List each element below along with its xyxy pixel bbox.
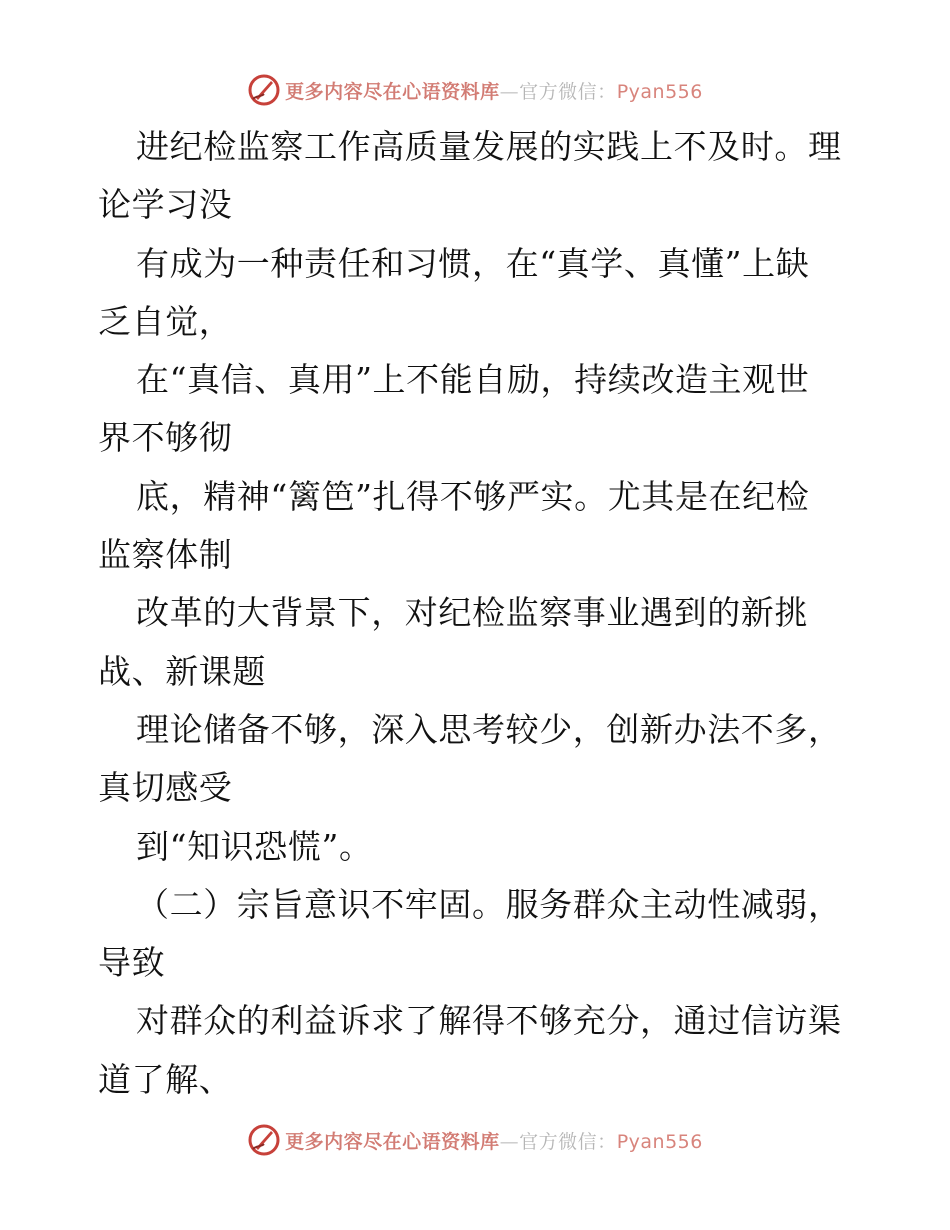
- banner-wechat-id: Pyan556: [616, 80, 703, 103]
- document-body: [98, 118, 868, 1109]
- banner-sub-text: 官方微信：: [519, 80, 617, 103]
- banner-dash: —: [499, 80, 520, 103]
- text-line: 理论储备不够，深入思考较少，创新办法不多，: [136, 709, 842, 749]
- text-line: 在“真信、真用”上不能自励，持续改造主观世: [136, 360, 810, 400]
- banner-main-text: 更多内容尽在心语资料库: [285, 1130, 500, 1153]
- banner-text: [285, 77, 703, 104]
- footer-banner: [0, 1120, 950, 1160]
- text-line: 界不够彻: [98, 418, 233, 458]
- text-line: 改革的大背景下，对纪检监察事业遇到的新挑: [136, 593, 808, 633]
- text-line: 底，精神“篱笆”扎得不够严实。尤其是在纪检: [136, 476, 810, 516]
- text-line: 乏自觉，: [98, 301, 233, 341]
- banner-text: [285, 1127, 703, 1154]
- text-line: 战、新课题: [98, 651, 266, 691]
- text-line: 道了解、: [98, 1059, 233, 1099]
- text-line: 真切感受: [98, 768, 233, 808]
- banner-wechat-id: Pyan556: [616, 1130, 703, 1153]
- text-line: 导致: [98, 943, 166, 983]
- banner-sub-text: 官方微信：: [519, 1130, 617, 1153]
- text-line: 进纪检监察工作高质量发展的实践上不及时。理: [136, 127, 842, 166]
- text-line: （二）宗旨意识不牢固。服务群众主动性减弱，: [136, 884, 842, 924]
- text-line: 监察体制: [98, 535, 233, 575]
- text-line: 到“知识恐慌”。: [136, 826, 373, 866]
- header-banner: [0, 70, 950, 110]
- text-line: 论学习没: [98, 185, 233, 225]
- banner-main-text: 更多内容尽在心语资料库: [285, 80, 500, 103]
- text-line: 有成为一种责任和习惯，在“真学、真懂”上缺: [136, 243, 810, 283]
- quill-logo-icon: [247, 73, 281, 107]
- banner-dash: —: [499, 1130, 520, 1153]
- quill-logo-icon: [247, 1123, 281, 1157]
- text-line: 对群众的利益诉求了解得不够充分，通过信访渠: [136, 1001, 842, 1041]
